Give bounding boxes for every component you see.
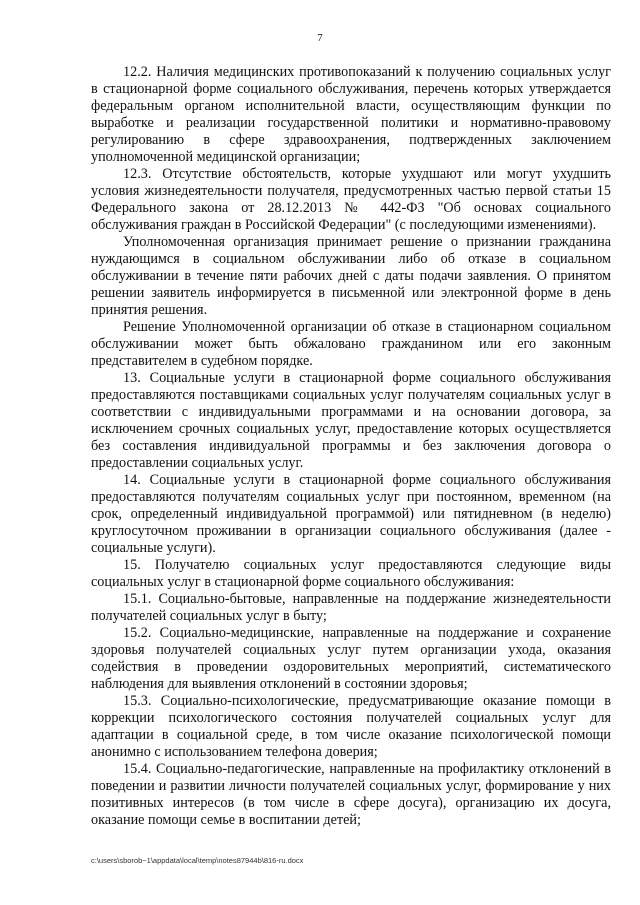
paragraph-15: 15. Получателю социальных услуг предоставляются следующие виды социальных услуг в стационарной форме социального обслуживания: bbox=[91, 557, 611, 590]
paragraph-15-4: 15.4. Социально-педагогические, направленные на профилактику отклонений в поведении и развитии личности получателей социальных услуг, формирование у них позитивных интересов (в том числе в сфере досуга), организацию их досуга, оказание помощи семье в воспитании детей; bbox=[91, 761, 611, 828]
paragraph-15-1: 15.1. Социально-бытовые, направленные на поддержание жизнедеятельности получателей социальных услуг в быту; bbox=[91, 591, 611, 624]
paragraph-15-2: 15.2. Социально-медицинские, направленные на поддержание и сохранение здоровья получателей социальных услуг путем организации ухода, оказания содействия в проведении оздоровительных мероприятий, систематического наблюдения для выявления отклонений в состоянии здоровья; bbox=[91, 625, 611, 692]
paragraph-15-3: 15.3. Социально-психологические, предусматривающие оказание помощи в коррекции психологического состояния получателей социальных услуг для адаптации в социальной среде, в том числе оказание психологической помощи анонимно с использованием телефона доверия; bbox=[91, 693, 611, 760]
page-number: 7 bbox=[317, 32, 323, 44]
paragraph-12-3: 12.3. Отсутствие обстоятельств, которые ухудшают или могут ухудшить условия жизнедеятельности получателя, предусмотренных частью первой статьи 15 Федерального закона от 28.12.2013 № 442-ФЗ "Об основах социального обслуживания граждан в Российской Федерации" (с последующими изменениями). bbox=[91, 166, 611, 233]
paragraph-12-2: 12.2. Наличия медицинских противопоказаний к получению социальных услуг в стационарной форме социального обслуживания, перечень которых утверждается федеральным органом исполнительной власти, осуществляющим функции по выработке и реализации государственной политики и нормативно-правовому регулированию в сфере здравоохранения, подтвержденных заключением уполномоченной медицинской организации; bbox=[91, 64, 611, 165]
footer-file-path: c:\users\sborob~1\appdata\local\temp\notes87944b\816-ru.docx bbox=[91, 856, 304, 865]
paragraph-14: 14. Социальные услуги в стационарной форме социального обслуживания предоставляются получателям социальных услуг при постоянном, временном (на срок, определенный индивидуальной программой) или пятидневном (в неделю) круглосуточном проживании в организации социального обслуживания (далее - социальные услуги). bbox=[91, 472, 611, 556]
paragraph-appeal: Решение Уполномоченной организации об отказе в стационарном социальном обслуживании может быть обжаловано гражданином или его законным представителем в судебном порядке. bbox=[91, 319, 611, 369]
document-body bbox=[91, 64, 611, 829]
paragraph-decision: Уполномоченная организация принимает решение о признании гражданина нуждающимся в социальном обслуживании либо об отказе в социальном обслуживании в течение пяти рабочих дней с даты подачи заявления. О принятом решении заявитель информируется в письменной или электронной форме в день принятия решения. bbox=[91, 234, 611, 318]
paragraph-13: 13. Социальные услуги в стационарной форме социального обслуживания предоставляются поставщиками социальных услуг получателям социальных услуг в соответствии с индивидуальными программами и на основании договора, за исключением срочных социальных услуг, предоставление которых осуществляется без составления индивидуальной программы и без заключения договора о предоставлении социальных услуг. bbox=[91, 370, 611, 471]
